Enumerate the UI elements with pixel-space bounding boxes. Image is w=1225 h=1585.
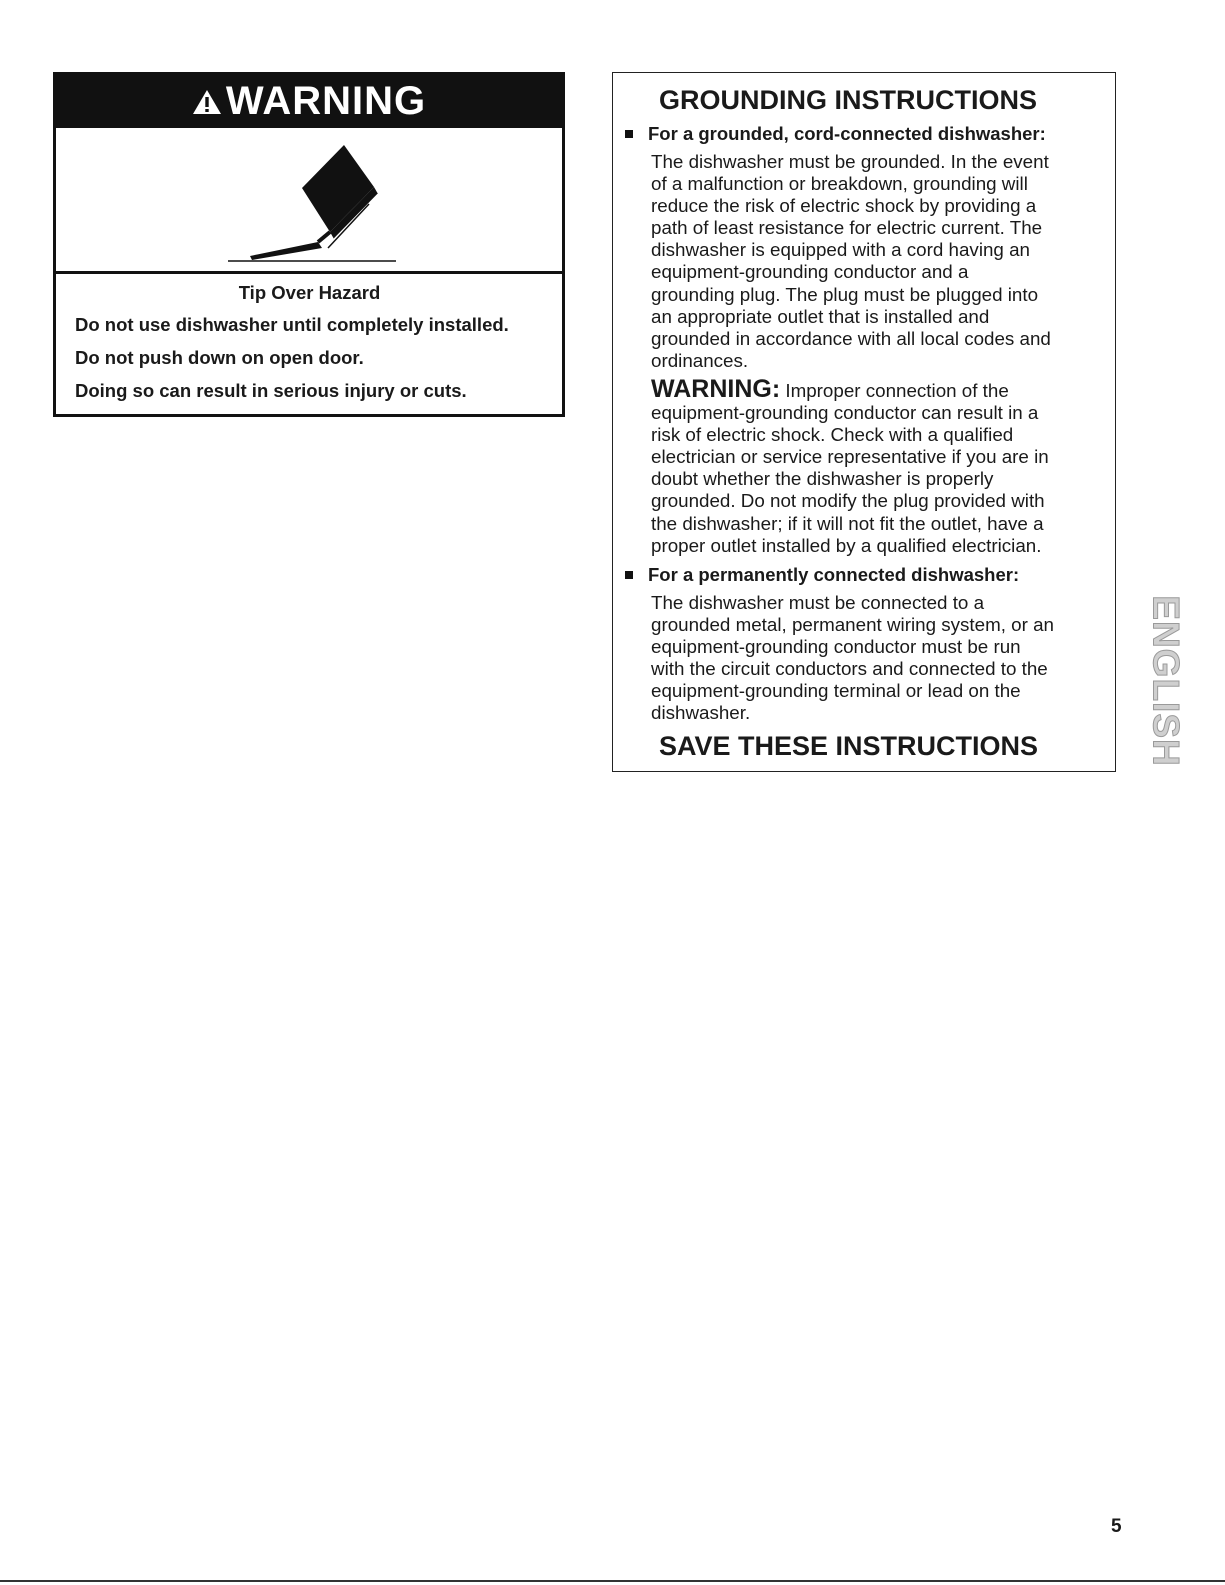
warning-inline-label: WARNING: bbox=[651, 374, 781, 403]
bullet-icon bbox=[625, 571, 633, 579]
body-line: with the circuit conductors and connected to the bbox=[651, 657, 1048, 679]
body-line: dishwasher is equipped with a cord having an bbox=[651, 239, 1030, 261]
body-line: The dishwasher must be connected to a bbox=[651, 591, 985, 613]
body-line: risk of electric shock. Check with a qualified bbox=[651, 424, 1014, 446]
body-line: grounded in accordance with all local codes and bbox=[651, 327, 1051, 349]
body-line: grounded metal, permanent wiring system, or an bbox=[651, 613, 1054, 635]
language-side-tab bbox=[1146, 570, 1187, 792]
bullet-icon bbox=[625, 130, 633, 138]
tip-over-figure bbox=[56, 128, 562, 274]
warning-header bbox=[56, 75, 562, 128]
save-instructions-title: SAVE THESE INSTRUCTIONS bbox=[659, 731, 1039, 762]
section-heading-text: For a grounded, cord-connected dishwasher: bbox=[648, 123, 1046, 144]
page-number: 5 bbox=[1111, 1516, 1122, 1537]
body-line: reduce the risk of electric shock by providing a bbox=[651, 195, 1037, 217]
section-body-permanent bbox=[651, 592, 1099, 725]
bottom-rule bbox=[0, 1580, 1225, 1582]
tip-over-dishwasher-icon bbox=[226, 136, 406, 266]
warning-line: Do not use dishwasher until completely installed. bbox=[75, 314, 509, 335]
body-line: path of least resistance for electric current. The bbox=[651, 217, 1043, 239]
alert-triangle-icon bbox=[192, 88, 222, 116]
body-line: equipment-grounding conductor can result in a bbox=[651, 402, 1039, 424]
body-line: proper outlet installed by a qualified electrician. bbox=[651, 534, 1042, 556]
section-heading-cord bbox=[625, 123, 1115, 145]
section-heading-text: For a permanently connected dishwasher: bbox=[648, 563, 1020, 585]
body-line: ordinances. bbox=[651, 349, 749, 371]
body-line: grounding plug. The plug must be plugged into bbox=[651, 283, 1039, 305]
body-line: an appropriate outlet that is installed and bbox=[651, 305, 990, 327]
section-heading-permanent bbox=[625, 564, 1115, 586]
body-line: dishwasher. bbox=[651, 702, 751, 724]
body-line: Improper connection of the bbox=[780, 379, 1009, 401]
hazard-title: Tip Over Hazard bbox=[238, 282, 381, 303]
body-line: of a malfunction or breakdown, grounding will bbox=[651, 173, 1028, 195]
body-line: equipment-grounding conductor must be run bbox=[651, 635, 1021, 657]
body-line: grounded. Do not modify the plug provided with bbox=[651, 490, 1045, 512]
body-line: electrician or service representative if you are in bbox=[651, 446, 1049, 468]
warning-inline-line bbox=[651, 374, 1099, 403]
warning-line: Doing so can result in serious injury or cuts. bbox=[75, 380, 467, 401]
section-body-cord bbox=[651, 151, 1099, 557]
body-line: equipment-grounding terminal or lead on the bbox=[651, 680, 1021, 702]
body-line: the dishwasher; if it will not fit the outlet, have a bbox=[651, 512, 1044, 534]
language-side-tab-text: ENGLISH bbox=[1146, 595, 1187, 767]
body-line: The dishwasher must be grounded. In the event bbox=[651, 151, 1049, 172]
warning-line: Do not push down on open door. bbox=[75, 347, 364, 368]
grounding-panel bbox=[612, 72, 1116, 772]
body-line: doubt whether the dishwasher is properly bbox=[651, 468, 994, 490]
warning-header-text: WARNING bbox=[225, 79, 427, 123]
grounding-title: GROUNDING INSTRUCTIONS bbox=[659, 85, 1037, 115]
body-line: equipment-grounding conductor and a bbox=[651, 261, 969, 283]
warning-panel bbox=[53, 72, 565, 417]
